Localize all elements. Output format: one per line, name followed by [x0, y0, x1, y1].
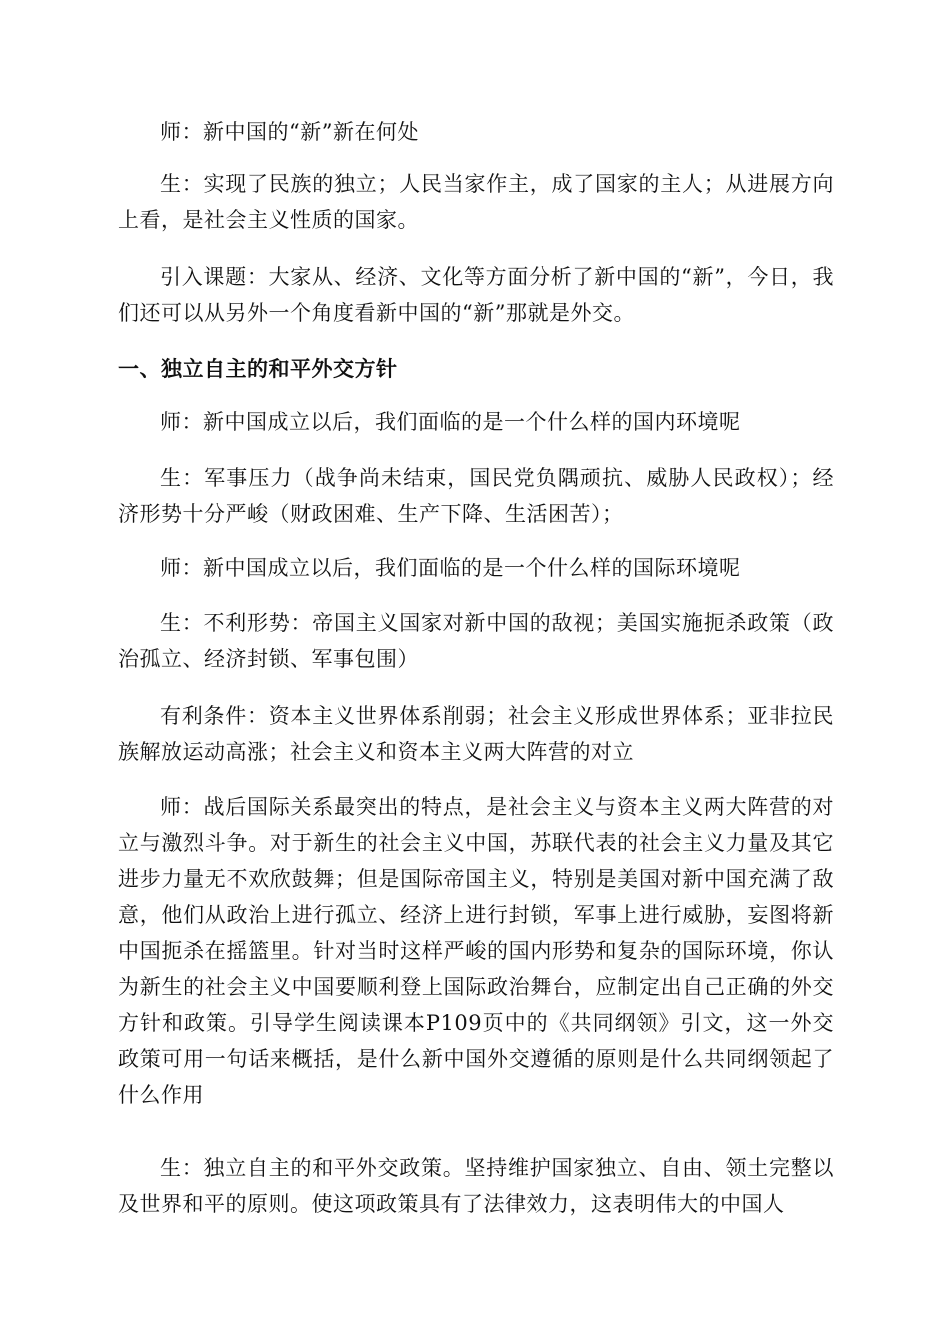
- section-heading: 一、独立自主的和平外交方针: [118, 357, 398, 381]
- paragraph-favorable-conditions: 有利条件：资本主义世界体系削弱；社会主义形成世界体系；亚非拉民族解放运动高涨；社会主义和资本主义两大阵营的对立: [118, 704, 834, 764]
- paragraph-student-policy: 生：独立自主的和平外交政策。坚持维护国家独立、自由、领土完整以及世界和平的原则。使这项政策具有了法律效力，这表明伟大的中国人: [118, 1156, 834, 1216]
- paragraph-teacher-international: 师：新中国成立以后，我们面临的是一个什么样的国际环境呢: [160, 556, 741, 580]
- paragraph-teacher-analysis: 师：战后国际关系最突出的特点，是社会主义与资本主义两大阵营的对立与激烈斗争。对于新生的社会主义中国，苏联代表的社会主义力量及其它进步力量无不欢欣鼓舞；但是国际帝国主义，特别是美国对新中国充满了敌意，他们从政治上进行孤立、经济上进行封锁，军事上进行威胁，妄图将新中国扼杀在摇篮里。针对当时这样严峻的国内形势和复杂的国际环境，你认为新生的社会主义中国要顺利登上国际政治舞台，应制定出自己正确的外交方针和政策。引导学生阅读课本P109页中的《共同纲领》引文，这一外交政策可用一句话来概括，是什么新中国外交遵循的原则是什么共同纲领起了什么作用: [118, 795, 834, 1107]
- paragraph-student-answer-new: 生：实现了民族的独立；人民当家作主，成了国家的主人；从进展方向上看，是社会主义性质的国家。: [118, 172, 834, 232]
- paragraph-student-unfavorable: 生：不利形势：帝国主义国家对新中国的敌视；美国实施扼杀政策（政治孤立、经济封锁、军事包围）: [118, 611, 834, 671]
- paragraph-teacher-question-new: 师：新中国的“新”新在何处: [160, 120, 419, 144]
- paragraph-teacher-domestic: 师：新中国成立以后，我们面临的是一个什么样的国内环境呢: [160, 410, 741, 434]
- paragraph-introduce-topic: 引入课题：大家从、经济、文化等方面分析了新中国的“新”，今日，我们还可以从另外一个角度看新中国的“新”那就是外交。: [118, 265, 834, 325]
- paragraph-student-domestic: 生：军事压力（战争尚未结束，国民党负隅顽抗、威胁人民政权）；经济形势十分严峻（财政困难、生产下降、生活困苦）；: [118, 466, 834, 526]
